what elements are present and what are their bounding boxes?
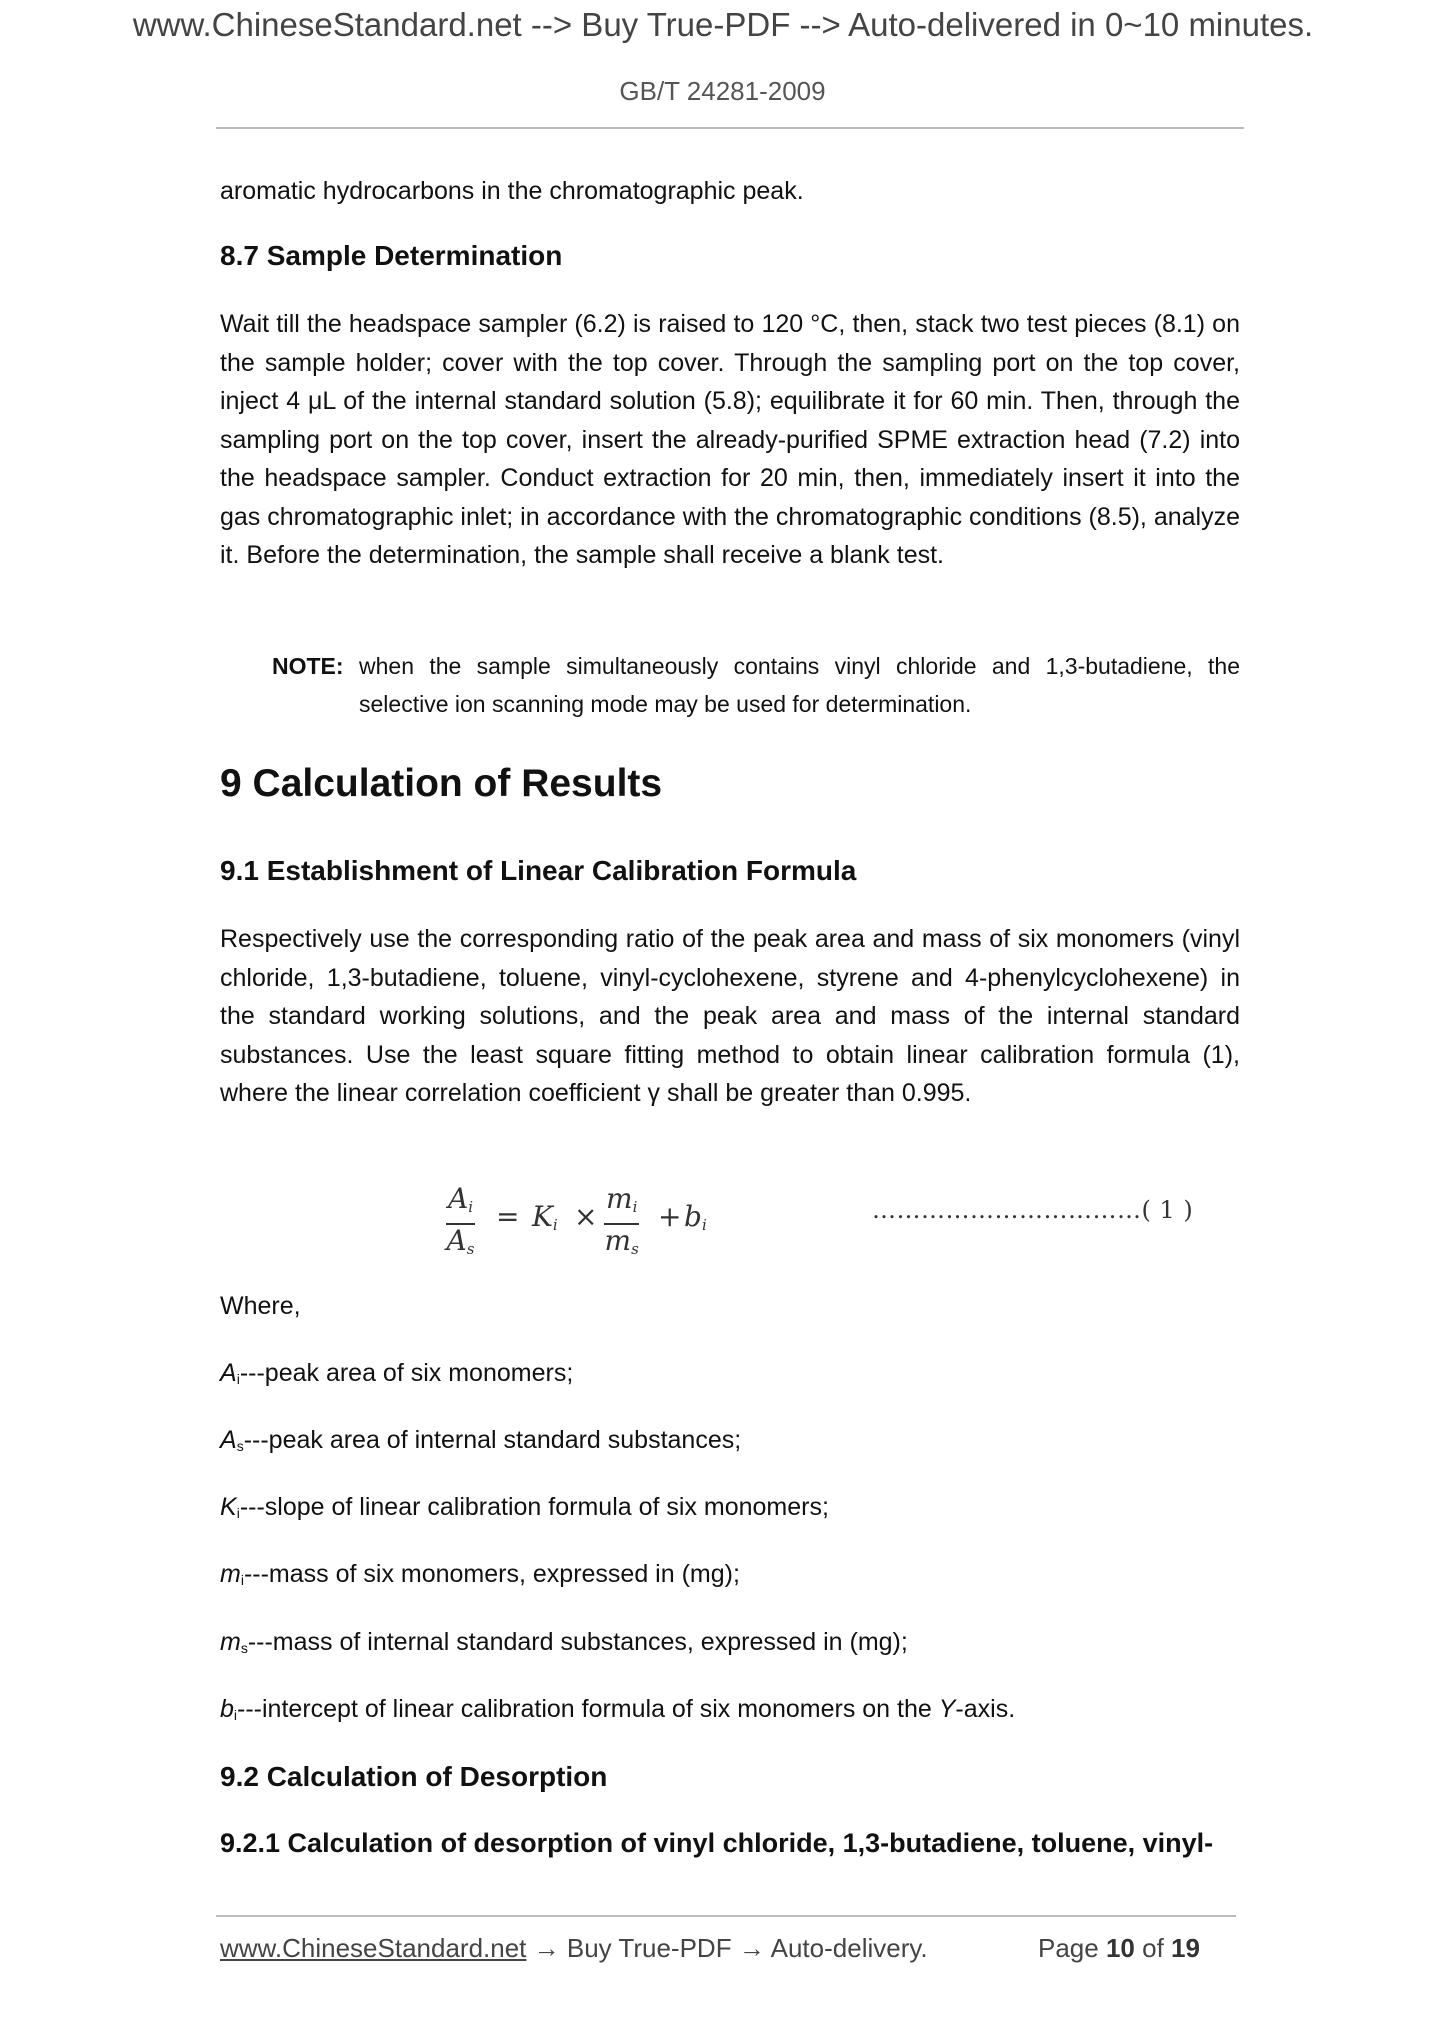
header-banner: www.ChineseStandard.net --> Buy True-PDF --> Auto-delivered in 0~10 minutes.	[132, 6, 1314, 43]
section-9-2-heading: 9.2 Calculation of Desorption	[220, 1761, 608, 1792]
formula-times: ×	[574, 1200, 598, 1233]
note-text: when the sample simultaneously contains vinyl chloride and 1,3-butadiene, the selective ion scanning mode may be used for determination.	[359, 653, 1240, 717]
calibration-formula	[446, 1182, 1246, 1258]
footer-divider	[216, 1915, 1236, 1917]
definition-item: $b_i--$-intercept of linear calibration formula of six monomers on the Y-axis.	[220, 1695, 1016, 1723]
page-current: 10	[1105, 1933, 1135, 1963]
where-label: Where,	[220, 1292, 301, 1320]
section-9-1-paragraph: Respectively use the corresponding ratio of the peak area and mass of six monomers (vinyl chloride, 1,3-butadiene, toluene, vinyl-cyclohexene, styrene and 4-phenylcyclohexene) in the standard working solutions, and the peak area and mass of the internal standard substances. Use the least square fitting method to obtain linear calibration formula (1), where the linear correlation coefficient γ shall be greater than 0.995.	[220, 925, 1240, 1107]
header-divider	[216, 127, 1244, 129]
arrow-icon: →	[738, 1933, 765, 1963]
formula-intercept: $b_i$	[684, 1200, 707, 1234]
footer-left	[220, 1933, 928, 1964]
section-8-7-heading: 8.7 Sample Determination	[220, 240, 563, 271]
formula-number: ……………………………( 1 )	[872, 1196, 1194, 1224]
definition-item: $K_i--$-slope of linear calibration formula of six monomers;	[220, 1493, 829, 1521]
page-indicator: Page 10 of 19	[1038, 1933, 1200, 1963]
definition-item: $m_i--$-mass of six monomers, expressed in (mg);	[220, 1560, 740, 1588]
continuation-text: aromatic hydrocarbons in the chromatographic peak.	[220, 177, 804, 205]
arrow-icon: →	[533, 1933, 560, 1963]
definition-item: $A_i--$-peak area of six monomers;	[220, 1359, 574, 1387]
definition-item: $A_s--$-peak area of internal standard substances;	[220, 1426, 742, 1454]
footer-buy-text: Buy True-PDF	[566, 1933, 732, 1963]
formula-mass-ratio: $\frac{m_i}{m_s}$	[604, 1182, 639, 1258]
formula-area-ratio: $\frac{A_i}{A_s}$	[446, 1182, 475, 1258]
section-9-2-1-heading: 9.2.1 Calculation of desorption of vinyl chloride, 1,3-butadiene, toluene, vinyl-	[220, 1828, 1214, 1858]
formula-plus: +	[658, 1200, 682, 1233]
formula-slope: $K_i$	[532, 1200, 558, 1234]
footer-site-link[interactable]: www.ChineseStandard.net	[220, 1933, 527, 1963]
definition-item: $m_s--$-mass of internal standard substances, expressed in (mg);	[220, 1628, 908, 1656]
page-total: 19	[1171, 1933, 1200, 1963]
section-9-heading: 9 Calculation of Results	[220, 762, 663, 805]
section-9-1-heading: 9.1 Establishment of Linear Calibration Formula	[220, 855, 857, 886]
note-label: NOTE:	[272, 653, 344, 679]
note-block	[272, 647, 1240, 723]
footer-delivery-text: Auto-delivery.	[770, 1933, 928, 1963]
standard-code: GB/T 24281-2009	[619, 76, 826, 106]
section-8-7-paragraph: Wait till the headspace sampler (6.2) is raised to 120 °C, then, stack two test pieces (8.1) on the sample holder; cover with the top cover. Through the sampling port on the top cover, inject 4 μL of the internal standard solution (5.8); equilibrate it for 60 min. Then, through the sampling port on the top cover, insert the already-purified SPME extraction head (7.2) into the headspace sampler. Conduct extraction for 20 min, then, immediately insert it into the gas chromatographic inlet; in accordance with the chromatographic conditions (8.5), analyze it. Before the determination, the sample shall receive a blank test.	[220, 310, 1240, 569]
formula-equals: =	[496, 1200, 520, 1233]
